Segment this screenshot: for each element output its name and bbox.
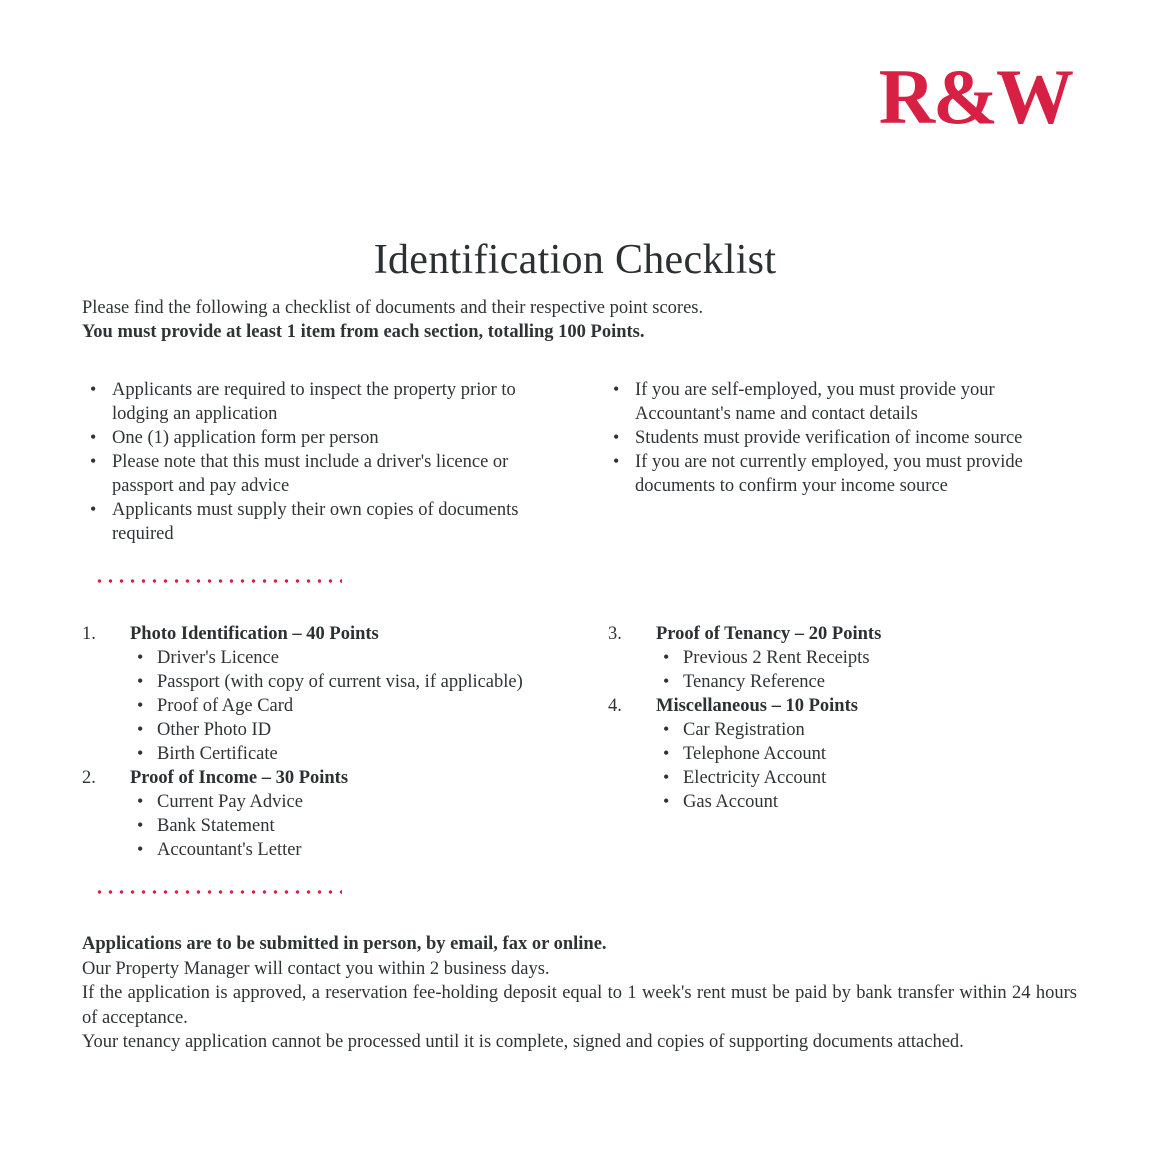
page-title: Identification Checklist [373, 237, 777, 284]
section-items [82, 790, 562, 862]
section-number: 4. [608, 696, 622, 716]
section-proof-of-income [82, 766, 562, 862]
notes-left-column [82, 378, 559, 546]
section-number: 1. [82, 624, 96, 644]
list-item: • Applicants must supply their own copies of documents required [82, 498, 559, 546]
footer-line-3: If the application is approved, a reservation fee-holding deposit equal to 1 week's rent must be paid by bank transfer within 24 hours of acceptance. [82, 983, 1077, 1028]
list-item: • Previous 2 Rent Receipts [608, 646, 1088, 670]
list-item: • Applicants are required to inspect the property prior to lodging an application [82, 378, 559, 426]
footer-line-1: Applications are to be submitted in person, by email, fax or online. [82, 934, 607, 954]
section-heading [82, 766, 562, 790]
list-item: • Other Photo ID [82, 718, 562, 742]
section-items [82, 646, 562, 766]
section-heading [82, 622, 562, 646]
intro-block [82, 296, 1082, 344]
list-item: • Telephone Account [608, 742, 1088, 766]
footer-block [82, 932, 1077, 1055]
list-item: • Bank Statement [82, 814, 562, 838]
list-item: • Driver's Licence [82, 646, 562, 670]
notes-right-list [605, 378, 1082, 498]
section-heading-text: Photo Identification – 40 Points [130, 624, 379, 644]
list-item: • One (1) application form per person [82, 426, 559, 450]
intro-line-1: Please find the following a checklist of documents and their respective point scores. [82, 298, 704, 318]
notes-columns [82, 378, 1082, 546]
section-photo-identification [82, 622, 562, 766]
section-heading [608, 694, 1088, 718]
sections-right-column [608, 622, 1088, 862]
section-items [608, 718, 1088, 814]
list-item: • Tenancy Reference [608, 670, 1088, 694]
section-heading [608, 622, 1088, 646]
footer-line-4: Your tenancy application cannot be processed until it is complete, signed and copies of supporting documents attached. [82, 1032, 964, 1052]
sections-left-column [82, 622, 562, 862]
section-heading-text: Proof of Tenancy – 20 Points [656, 624, 882, 644]
list-item: • Birth Certificate [82, 742, 562, 766]
section-miscellaneous [608, 694, 1088, 814]
list-item: • Students must provide verification of income source [605, 426, 1082, 450]
notes-right-column [605, 378, 1082, 546]
list-item: • Please note that this must include a driver's licence or passport and pay advice [82, 450, 559, 498]
list-item: • Electricity Account [608, 766, 1088, 790]
list-item: • Passport (with copy of current visa, if applicable) [82, 670, 562, 694]
dotted-divider-bottom [94, 889, 342, 895]
list-item: • Gas Account [608, 790, 1088, 814]
checklist-sections [82, 622, 1092, 862]
dotted-divider-top [94, 578, 342, 584]
list-item: • If you are self-employed, you must provide your Accountant's name and contact details [605, 378, 1082, 426]
intro-line-2: You must provide at least 1 item from each section, totalling 100 Points. [82, 322, 645, 342]
list-item: • Proof of Age Card [82, 694, 562, 718]
section-number: 3. [608, 624, 622, 644]
notes-left-list [82, 378, 559, 546]
section-number: 2. [82, 768, 96, 788]
list-item: • Car Registration [608, 718, 1088, 742]
list-item: • Current Pay Advice [82, 790, 562, 814]
section-proof-of-tenancy [608, 622, 1088, 694]
section-heading-text: Miscellaneous – 10 Points [656, 696, 858, 716]
section-heading-text: Proof of Income – 30 Points [130, 768, 349, 788]
section-items [608, 646, 1088, 694]
footer-line-2: Our Property Manager will contact you within 2 business days. [82, 958, 550, 979]
list-item: • Accountant's Letter [82, 838, 562, 862]
list-item: • If you are not currently employed, you must provide documents to confirm your income source [605, 450, 1082, 498]
brand-logo: R&W [878, 53, 1072, 140]
